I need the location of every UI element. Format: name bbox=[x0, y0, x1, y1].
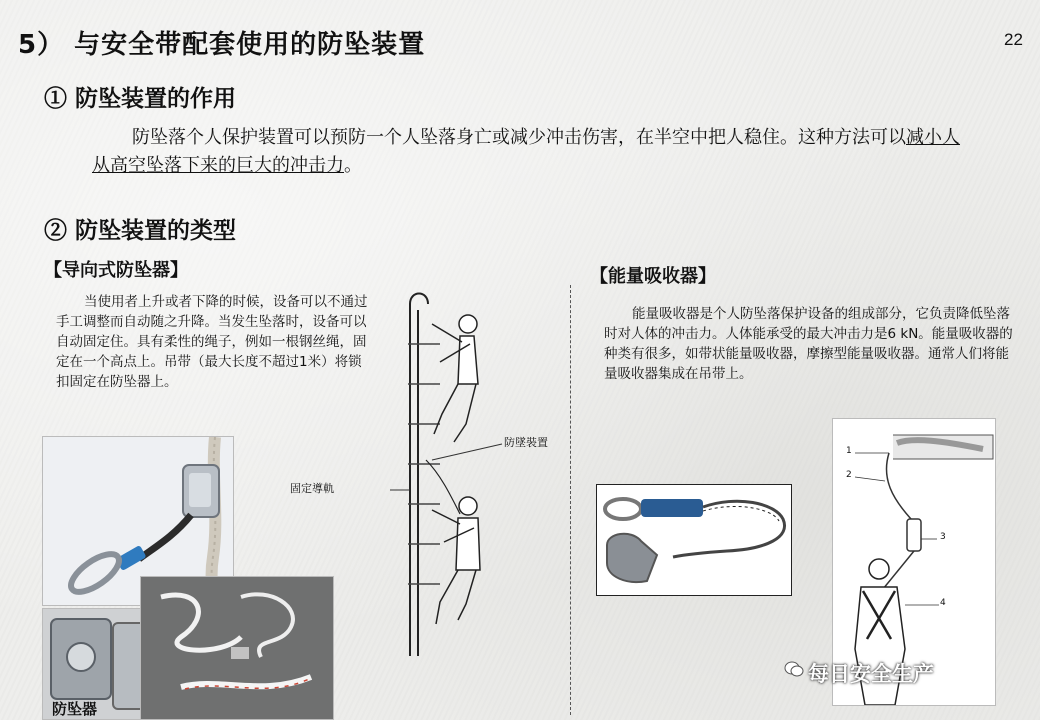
section-heading-types: ② 防坠装置的类型 bbox=[44, 217, 237, 244]
section-divider bbox=[570, 285, 571, 715]
page-number: 22 bbox=[1004, 30, 1023, 49]
page-title: 5） 与安全带配套使用的防坠装置 bbox=[18, 30, 426, 60]
paragraph-emphasis: 减小人从高空坠落下来的巨大的冲击力 bbox=[92, 127, 960, 176]
guide-type-heading: 【导向式防坠器】 bbox=[44, 260, 188, 281]
harness-label-3: 3 bbox=[940, 532, 946, 542]
harness-label-2: 2 bbox=[846, 470, 852, 480]
function-paragraph bbox=[92, 124, 972, 180]
section-heading-function: ① 防坠装置的作用 bbox=[44, 85, 237, 112]
harness-label-1: 1 bbox=[846, 446, 852, 456]
paragraph-text: 防坠落个人保护装置可以预防一个人坠落身亡或减少冲击伤害，在半空中把人稳住。这种方法可以 bbox=[132, 127, 906, 148]
photo-energy-absorber bbox=[596, 484, 792, 596]
energy-absorber-heading: 【能量吸收器】 bbox=[590, 266, 716, 287]
photo-rope-on-ground bbox=[140, 576, 334, 720]
wechat-icon bbox=[784, 660, 804, 678]
energy-absorber-illustration bbox=[597, 485, 791, 595]
paragraph-end: 。 bbox=[344, 155, 362, 176]
climbing-diagram-illustration bbox=[370, 284, 570, 664]
rope-ground-illustration bbox=[141, 577, 333, 719]
climbing-diagram bbox=[370, 284, 570, 664]
harness-label-4: 4 bbox=[940, 598, 946, 608]
photo-label-arrester: 防坠器 bbox=[52, 700, 98, 718]
watermark: 每日安全生产 bbox=[808, 662, 934, 686]
diagram-label-device: 防墜裝置 bbox=[504, 436, 548, 449]
guide-type-description: 当使用者上升或者下降的时候，设备可以不通过手工调整而自动随之升降。当发生坠落时，设备可以自动固定住。具有柔性的绳子，例如一根钢丝绳，固定在一个高点上。吊带（最大长度不超过1米）将锁扣固定在防坠器上。 bbox=[56, 294, 368, 390]
diagram-label-rail: 固定導軌 bbox=[290, 482, 334, 495]
energy-absorber-description: 能量吸收器是个人防坠落保护设备的组成部分，它负责降低坠落时对人体的冲击力。人体能承受的最大冲击力是6 kN。能量吸收器的种类有很多，如带状能量吸收器，摩擦型能量吸收器。通常人们将能量吸收器集成在吊带上。 bbox=[604, 306, 1013, 382]
